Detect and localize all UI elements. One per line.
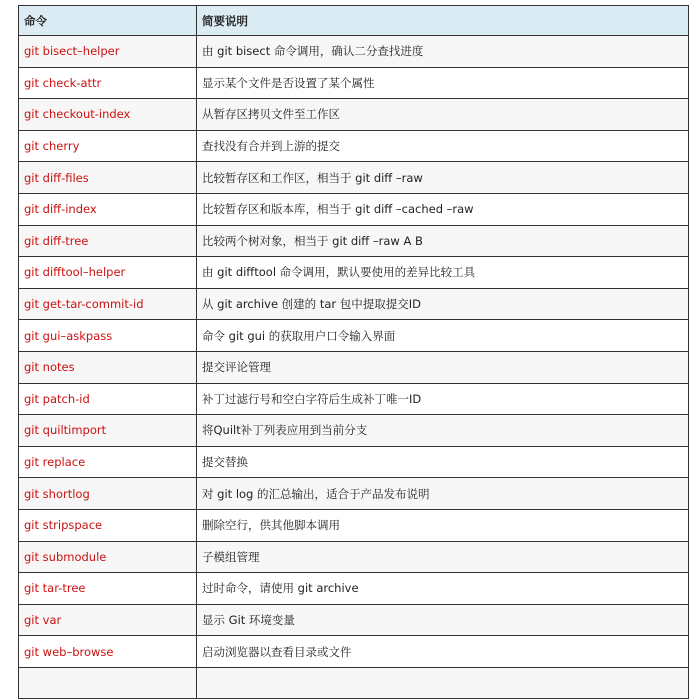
description-cell: 过时命令，请使用 git archive bbox=[197, 573, 689, 605]
command-cell: git quiltimport bbox=[19, 415, 197, 447]
command-cell: git var bbox=[19, 604, 197, 636]
description-cell bbox=[197, 667, 689, 699]
command-cell bbox=[19, 667, 197, 699]
description-cell: 启动浏览器以查看目录或文件 bbox=[197, 636, 689, 668]
description-cell: 从 git archive 创建的 tar 包中提取提交ID bbox=[197, 288, 689, 320]
command-cell: git checkout-index bbox=[19, 99, 197, 131]
table-row bbox=[19, 162, 689, 194]
table-row bbox=[19, 509, 689, 541]
table-row bbox=[19, 130, 689, 162]
command-cell: git get-tar-commit-id bbox=[19, 288, 197, 320]
table-row bbox=[19, 351, 689, 383]
command-table-container bbox=[18, 5, 688, 699]
command-cell: git difftool–helper bbox=[19, 257, 197, 289]
description-cell: 比较暂存区和工作区，相当于 git diff –raw bbox=[197, 162, 689, 194]
table-row bbox=[19, 446, 689, 478]
table-row bbox=[19, 383, 689, 415]
description-cell: 命令 git gui 的获取用户口令输入界面 bbox=[197, 320, 689, 352]
table-row bbox=[19, 478, 689, 510]
description-cell: 提交替换 bbox=[197, 446, 689, 478]
command-cell: git replace bbox=[19, 446, 197, 478]
description-cell: 将Quilt补丁列表应用到当前分支 bbox=[197, 415, 689, 447]
table-row bbox=[19, 573, 689, 605]
table-header-row bbox=[19, 6, 689, 36]
command-cell: git gui–askpass bbox=[19, 320, 197, 352]
command-cell: git stripspace bbox=[19, 509, 197, 541]
description-cell: 显示 Git 环境变量 bbox=[197, 604, 689, 636]
description-cell: 由 git bisect 命令调用，确认二分查找进度 bbox=[197, 36, 689, 68]
table-row bbox=[19, 636, 689, 668]
table-row bbox=[19, 99, 689, 131]
command-cell: git web–browse bbox=[19, 636, 197, 668]
description-cell: 从暂存区拷贝文件至工作区 bbox=[197, 99, 689, 131]
description-cell: 提交评论管理 bbox=[197, 351, 689, 383]
description-cell: 补丁过滤行号和空白字符后生成补丁唯一ID bbox=[197, 383, 689, 415]
table-row bbox=[19, 193, 689, 225]
command-cell: git bisect–helper bbox=[19, 36, 197, 68]
description-cell: 比较两个树对象，相当于 git diff –raw A B bbox=[197, 225, 689, 257]
description-cell: 查找没有合并到上游的提交 bbox=[197, 130, 689, 162]
description-cell: 对 git log 的汇总输出，适合于产品发布说明 bbox=[197, 478, 689, 510]
table-body bbox=[19, 36, 689, 699]
description-cell: 比较暂存区和版本库，相当于 git diff –cached –raw bbox=[197, 193, 689, 225]
command-cell: git diff-index bbox=[19, 193, 197, 225]
table-row bbox=[19, 67, 689, 99]
command-cell: git patch-id bbox=[19, 383, 197, 415]
table-row bbox=[19, 667, 689, 699]
table-row bbox=[19, 257, 689, 289]
description-cell: 删除空行，供其他脚本调用 bbox=[197, 509, 689, 541]
command-cell: git diff-tree bbox=[19, 225, 197, 257]
command-cell: git diff-files bbox=[19, 162, 197, 194]
column-header-description: 简要说明 bbox=[197, 6, 689, 36]
command-cell: git cherry bbox=[19, 130, 197, 162]
table-row bbox=[19, 415, 689, 447]
table-row bbox=[19, 541, 689, 573]
command-table bbox=[18, 5, 689, 699]
command-cell: git shortlog bbox=[19, 478, 197, 510]
table-row bbox=[19, 604, 689, 636]
description-cell: 由 git difftool 命令调用，默认要使用的差异比较工具 bbox=[197, 257, 689, 289]
command-cell: git check-attr bbox=[19, 67, 197, 99]
table-row bbox=[19, 225, 689, 257]
command-cell: git tar-tree bbox=[19, 573, 197, 605]
description-cell: 显示某个文件是否设置了某个属性 bbox=[197, 67, 689, 99]
column-header-command: 命令 bbox=[19, 6, 197, 36]
command-cell: git submodule bbox=[19, 541, 197, 573]
table-row bbox=[19, 288, 689, 320]
table-row bbox=[19, 36, 689, 68]
table-row bbox=[19, 320, 689, 352]
command-cell: git notes bbox=[19, 351, 197, 383]
description-cell: 子模组管理 bbox=[197, 541, 689, 573]
